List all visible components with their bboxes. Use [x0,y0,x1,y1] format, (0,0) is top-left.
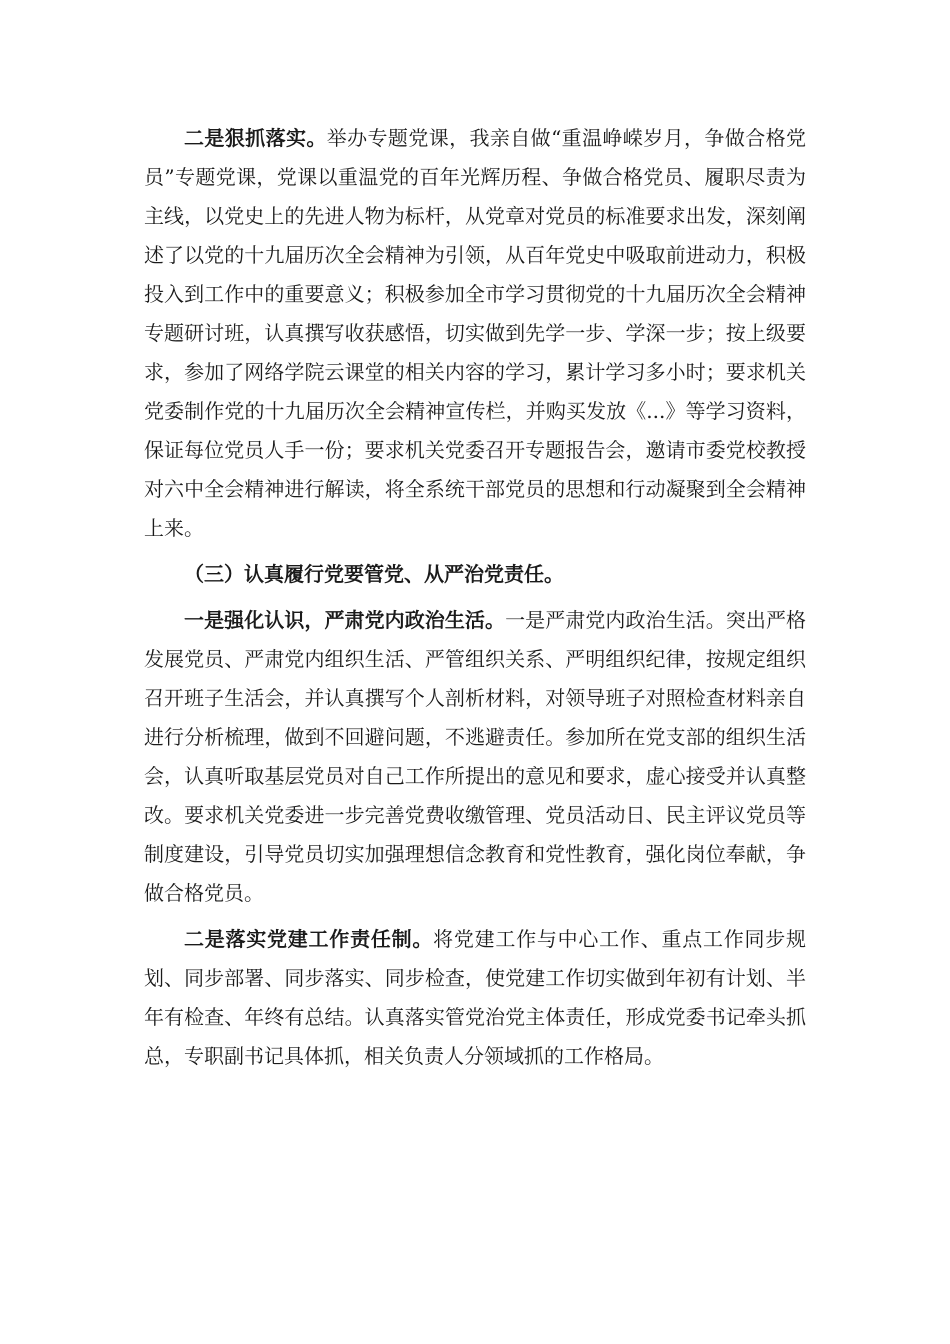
paragraph-political-life [144,601,806,913]
document-body [144,119,806,1083]
paragraph-implementation [144,119,806,548]
paragraph-text: 举办专题党课，我亲自做“重温峥嵘岁月，争做合格党员”专题党课，党课以重温党的百年光辉历程、争做合格党员、履职尽责为主线，以党史上的先进人物为标杆，从党章对党员的标准要求出发，深刻阐述了以党的十九届历次全会精神为引领，从百年党史中吸取前进动力，积极投入到工作中的重要意义；积极参加全市学习贯彻党的十九届历次全会精神专题研讨班，认真撰写收获感悟，切实做到先学一步、学深一步；按上级要求，参加了网络学院云课堂的相关内容的学习，累计学习多小时；要求机关党委制作党的十九届历次全会精神宣传栏，并购买发放《...》等学习资料，保证每位党员人手一份；要求机关党委召开专题报告会，邀请市委党校教授对六中全会精神进行解读，将全系统干部党员的思想和行动凝聚到全会精神上来。 [144,126,806,540]
paragraph-responsibility [144,920,806,1076]
paragraph-text: 将党建工作与中心工作、重点工作同步规划、同步部署、同步落实、同步检查，使党建工作切实做到年初有计划、半年有检查、年终有总结。认真落实管党治党主体责任，形成党委书记牵头抓总，专职副书记具体抓，相关负责人分领域抓的工作格局。 [144,927,807,1068]
section-heading: （三）认真履行党要管党、从严治党责任。 [184,562,564,586]
paragraph-lead: 一是强化认识，严肃党内政治生活。 [184,608,506,632]
paragraph-lead: 二是狠抓落实。 [184,126,327,150]
paragraph-lead: 二是落实党建工作责任制。 [184,927,434,951]
paragraph-text: 一是严肃党内政治生活。突出严格发展党员、严肃党内组织生活、严管组织关系、严明组织纪律，按规定组织召开班子生活会，并认真撰写个人剖析材料，对领导班子对照检查材料亲自进行分析梳理，做到不回避问题，不逃避责任。参加所在党支部的组织生活会，认真听取基层党员对自己工作所提出的意见和要求，虚心接受并认真整改。要求机关党委进一步完善党费收缴管理、党员活动日、民主评议党员等制度建设，引导党员切实加强理想信念教育和党性教育，强化岗位奉献，争做合格党员。 [144,608,807,905]
